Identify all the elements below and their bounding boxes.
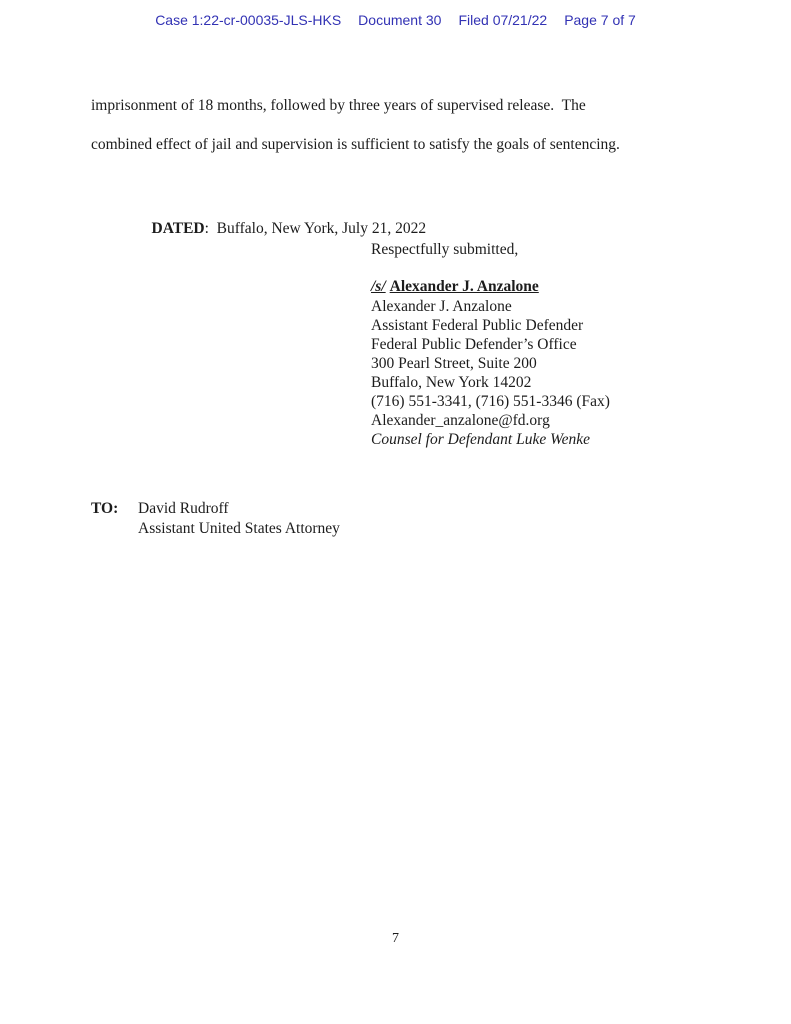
counsel-for-line: Counsel for Defendant Luke Wenke: [371, 431, 590, 448]
body-line-1: imprisonment of 18 months, followed by three years of supervised release. The: [91, 97, 586, 114]
signature-name: Alexander J. Anzalone: [389, 278, 539, 295]
signature-block: [371, 277, 610, 449]
office-address-street: 300 Pearl Street, Suite 200: [371, 355, 537, 372]
to-label: TO:: [91, 500, 119, 517]
attorney-name: Alexander J. Anzalone: [371, 298, 512, 315]
to-block: [91, 499, 340, 538]
ecf-header-stamp: [0, 12, 791, 28]
page-stamp: Page 7 of 7: [564, 12, 636, 28]
email-line: Alexander_anzalone@fd.org: [371, 412, 550, 429]
office-name: Federal Public Defender’s Office: [371, 336, 577, 353]
office-address-city: Buffalo, New York 14202: [371, 374, 532, 391]
to-recipient-lines: [138, 499, 340, 538]
recipient-name: David Rudroff: [138, 500, 229, 517]
phone-fax-line: (716) 551-3341, (716) 551-3346 (Fax): [371, 393, 610, 410]
electronic-signature-line: [371, 277, 610, 296]
dated-label: DATED: [151, 220, 205, 237]
dated-value: : Buffalo, New York, July 21, 2022: [204, 220, 427, 237]
attorney-title: Assistant Federal Public Defender: [371, 317, 584, 334]
body-line-2: combined effect of jail and supervision is sufficient to satisfy the goals of sentencing.: [91, 136, 620, 153]
respectfully-submitted: Respectfully submitted,: [371, 241, 519, 258]
document-number: Document 30: [358, 12, 442, 28]
recipient-title: Assistant United States Attorney: [138, 519, 340, 537]
body-paragraph: [91, 86, 721, 164]
page-number: 7: [392, 931, 399, 946]
case-number: Case 1:22-cr-00035-JLS-HKS: [155, 12, 342, 28]
s-slash-mark: /s/: [371, 278, 386, 295]
filed-date: Filed 07/21/22: [458, 12, 548, 28]
